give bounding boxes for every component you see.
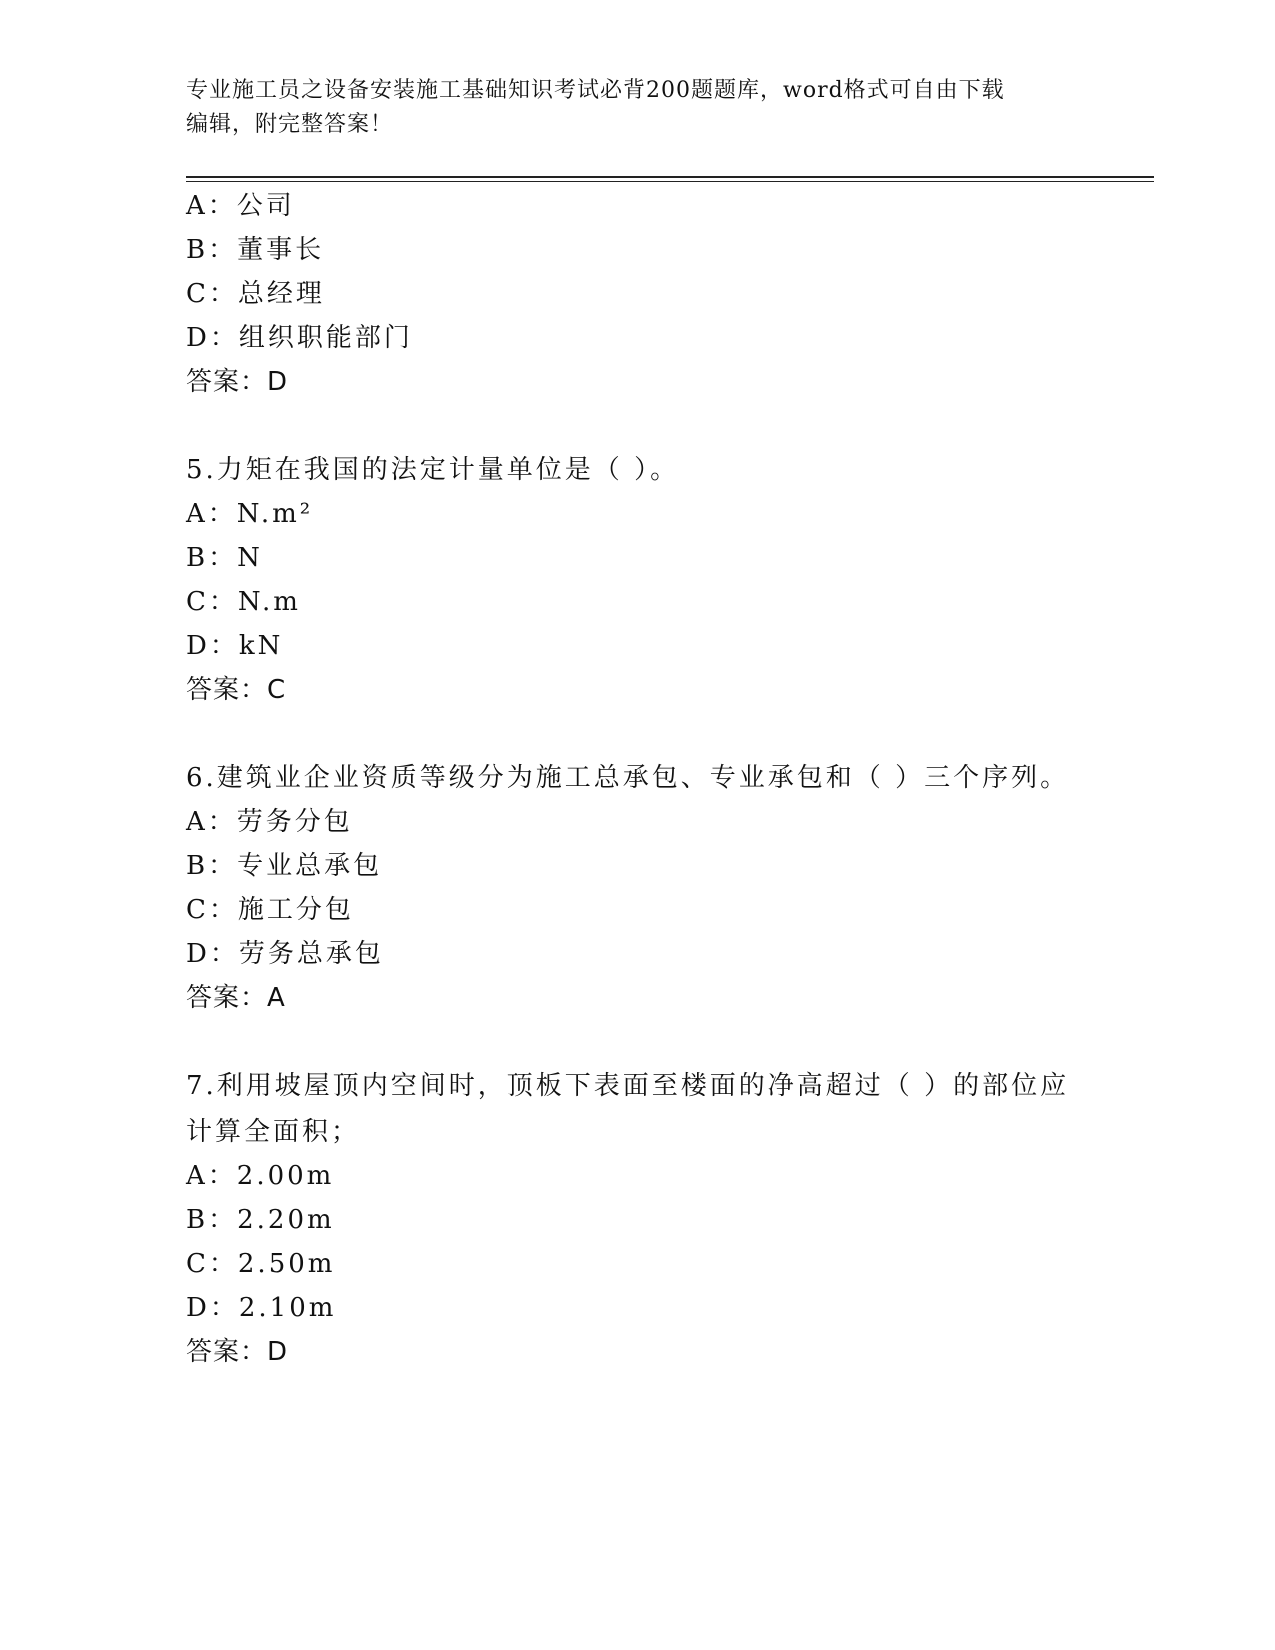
header-divider-thin [186, 181, 1154, 182]
q6-option-b: B：专业总承包 [186, 851, 383, 881]
q5-option-a: A：N.m² [186, 499, 314, 529]
document-header [186, 74, 1066, 142]
q7-option-a: A：2.00m [186, 1161, 335, 1191]
q4-option-b: B：董事长 [186, 235, 325, 265]
q4-answer: 答案：D [186, 367, 289, 397]
q4-option-a: A：公司 [186, 191, 295, 221]
q5-option-d: D：kN [186, 631, 284, 661]
q6-option-a: A：劳务分包 [186, 807, 353, 837]
q7-option-b: B：2.20m [186, 1205, 335, 1235]
q6-answer: 答案：A [186, 983, 286, 1013]
q4-option-c: C：总经理 [186, 279, 325, 309]
q5-answer: 答案：C [186, 675, 287, 705]
q6-question: 6.建筑业企业资质等级分为施工总承包、专业承包和（ ）三个序列。 [186, 763, 1070, 793]
header-title-line1: 专业施工员之设备安装施工基础知识考试必背200题题库，word格式可自由下载 [186, 78, 1005, 103]
q5-option-c: C：N.m [186, 587, 301, 617]
q5-question: 5.力矩在我国的法定计量单位是（ ）。 [186, 455, 680, 485]
q5-option-b: B：N [186, 543, 263, 573]
q4-option-d: D：组织职能部门 [186, 323, 413, 353]
q6-option-d: D：劳务总承包 [186, 939, 384, 969]
q6-option-c: C：施工分包 [186, 895, 354, 925]
q7-answer: 答案：D [186, 1337, 289, 1367]
header-divider-thick [186, 176, 1154, 178]
q7-question: 7.利用坡屋顶内空间时，顶板下表面至楼面的净高超过（ ）的部位应计算全面积； [186, 1071, 1070, 1147]
q7-option-c: C：2.50m [186, 1249, 336, 1279]
header-title-line2: 编辑，附完整答案！ [186, 112, 394, 137]
q7-option-d: D：2.10m [186, 1293, 337, 1323]
